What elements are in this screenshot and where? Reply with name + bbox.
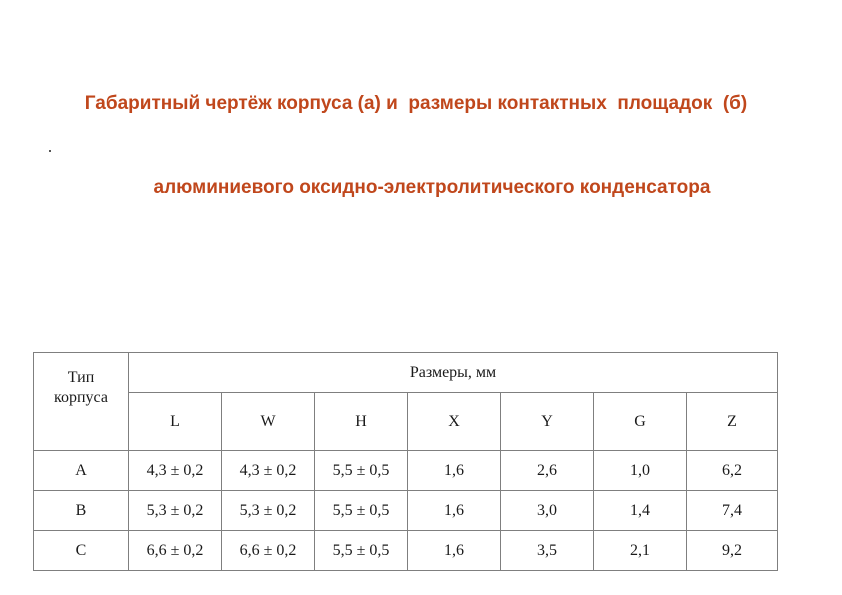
table-cell: 1,6 <box>408 491 501 531</box>
slide-title <box>0 34 842 230</box>
column-header: W <box>222 393 315 451</box>
header-case-type-line-1: Тип <box>67 368 95 386</box>
table-cell: 3,0 <box>501 491 594 531</box>
table-header-row-group <box>34 353 778 393</box>
table-cell: 4,3 ± 0,2 <box>129 451 222 491</box>
table-cell: A <box>34 451 129 491</box>
table-cell: 2,1 <box>594 531 687 571</box>
dimensions-table <box>33 352 778 571</box>
table-header-row-columns <box>34 393 778 451</box>
header-case-type <box>34 353 129 451</box>
table-cell: 5,5 ± 0,5 <box>315 451 408 491</box>
column-header: L <box>129 393 222 451</box>
header-dimensions-group: Размеры, мм <box>129 353 778 393</box>
table-cell: 6,6 ± 0,2 <box>129 531 222 571</box>
table-row <box>34 451 778 491</box>
column-header: H <box>315 393 408 451</box>
table-cell: 3,5 <box>501 531 594 571</box>
table-cell: 4,3 ± 0,2 <box>222 451 315 491</box>
table-cell: 9,2 <box>687 531 778 571</box>
header-case-type-line-2: корпуса <box>54 388 108 406</box>
table-cell: 1,6 <box>408 451 501 491</box>
column-header: Z <box>687 393 778 451</box>
table-row <box>34 531 778 571</box>
column-header: X <box>408 393 501 451</box>
table-cell: 6,2 <box>687 451 778 491</box>
column-header: G <box>594 393 687 451</box>
table-cell: 1,0 <box>594 451 687 491</box>
column-header: Y <box>501 393 594 451</box>
table-cell: 6,6 ± 0,2 <box>222 531 315 571</box>
table-row <box>34 491 778 531</box>
table-cell: 5,3 ± 0,2 <box>129 491 222 531</box>
table-cell: 1,6 <box>408 531 501 571</box>
table-cell: 5,5 ± 0,5 <box>315 491 408 531</box>
stray-dot <box>49 150 51 152</box>
table-cell: 5,3 ± 0,2 <box>222 491 315 531</box>
table-cell: 2,6 <box>501 451 594 491</box>
table-cell: 5,5 ± 0,5 <box>315 531 408 571</box>
table-cell: C <box>34 531 129 571</box>
table-cell: B <box>34 491 129 531</box>
slide-title-line-2: алюминиевого оксидно-электролитического конденсатора <box>153 177 711 198</box>
slide-title-line-1: Габаритный чертёж корпуса (а) и размеры контактных площадок (б) <box>84 93 748 114</box>
table-cell: 1,4 <box>594 491 687 531</box>
table-cell: 7,4 <box>687 491 778 531</box>
